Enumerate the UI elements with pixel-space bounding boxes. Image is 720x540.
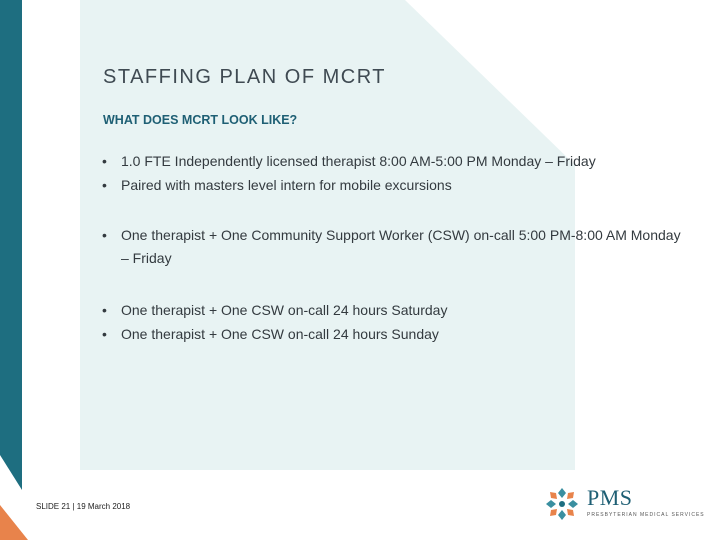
- logo-tagline: PRESBYTERIAN MEDICAL SERVICES: [587, 512, 705, 518]
- bullet-item: [102, 174, 692, 197]
- bullet-text: 1.0 FTE Independently licensed therapist 8:00 AM-5:00 PM Monday – Friday: [121, 153, 596, 169]
- bullet-item: [102, 323, 692, 346]
- bullet-item: [102, 150, 692, 173]
- bullet-text: One therapist + One CSW on-call 24 hours Sunday: [121, 326, 439, 342]
- slide-title: STAFFING PLAN OF MCRT: [103, 66, 386, 88]
- bullet-dot: •: [102, 302, 107, 318]
- corner-accent: [0, 505, 28, 540]
- slide-subtitle: WHAT DOES MCRT LOOK LIKE?: [103, 113, 298, 127]
- bullet-dot: •: [102, 177, 107, 193]
- pms-logo-mark-icon: [545, 487, 579, 521]
- bullet-text: Paired with masters level intern for mobile excursions: [121, 177, 452, 193]
- bullet-item: [102, 224, 682, 270]
- bullet-text: One therapist + One CSW on-call 24 hours Saturday: [121, 302, 448, 318]
- bullet-dot: •: [102, 326, 107, 342]
- bullet-dot: •: [102, 153, 107, 169]
- left-accent-bar: [0, 0, 22, 490]
- bullet-dot: •: [102, 227, 107, 243]
- bullet-text: One therapist + One Community Support Worker (CSW) on-call 5:00 PM-8:00 AM Monday – Friday: [121, 227, 681, 266]
- pms-logo: [545, 487, 705, 523]
- bullet-item: [102, 299, 692, 322]
- logo-wordmark: PMS: [587, 485, 633, 510]
- slide-footer: SLIDE 21 | 19 March 2018: [36, 502, 131, 511]
